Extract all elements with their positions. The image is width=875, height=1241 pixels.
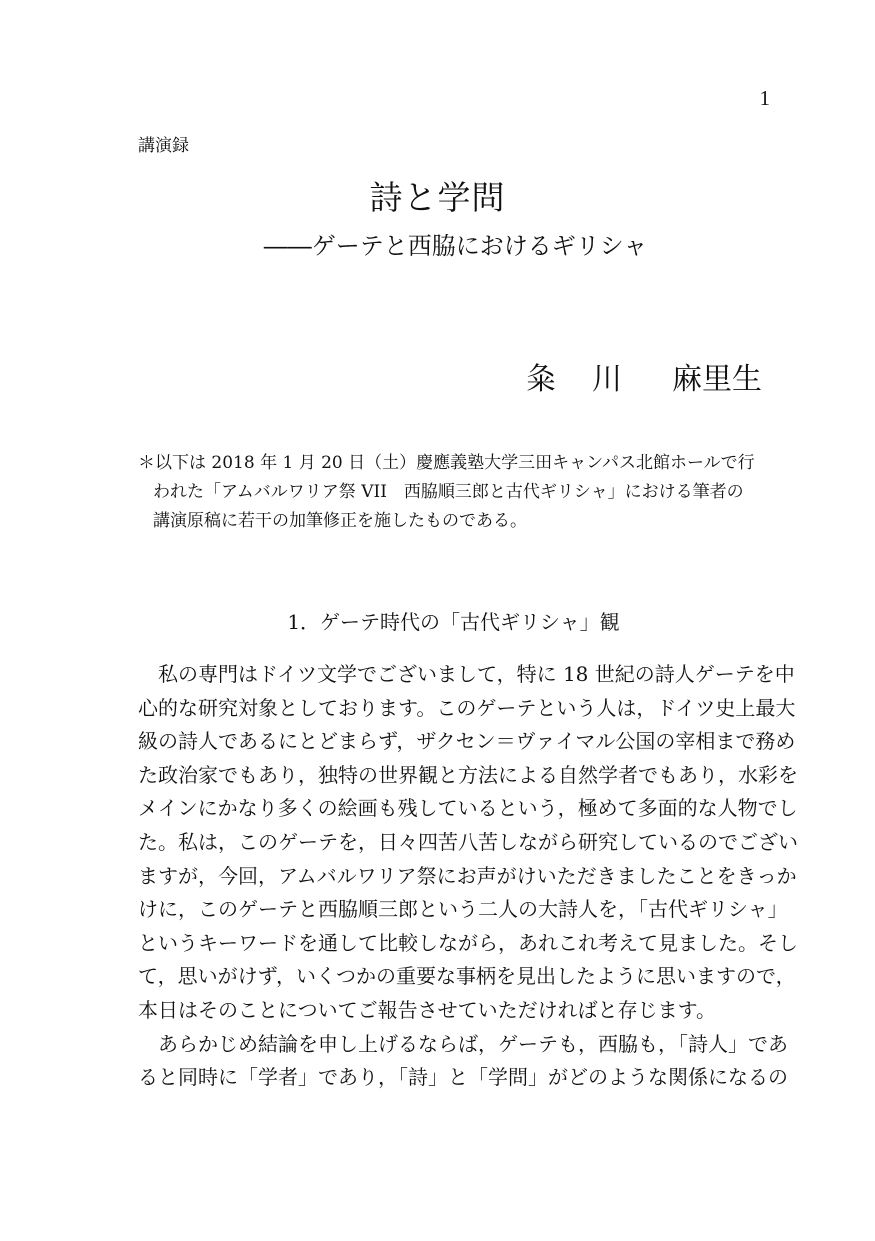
section-heading: 1．ゲーテ時代の「古代ギリシャ」観 (287, 610, 620, 634)
body-line: ると同時に「学者」であり，「詩」と「学問」がどのような関係になるの (138, 1065, 788, 1090)
body-line: て，思いがけず，いくつかの重要な事柄を見出したように思いますので， (138, 964, 796, 989)
body-line: メインにかなり多くの絵画も残しているという，極めて多面的な人物でし (138, 796, 798, 821)
body-line: ますが，今回，アムバルワリア祭にお声がけいただきましたことをきっか (138, 863, 797, 888)
page-subtitle: ――ゲーテと西脇におけるギリシャ (263, 232, 648, 260)
category-label: 講演録 (138, 136, 189, 156)
body-line: た。私は，このゲーテを，日々四苦八苦しながら研究しているのでござい (138, 829, 798, 854)
body-line: 心的な研究対象としております。このゲーテという人は，ドイツ史上最大 (138, 695, 796, 720)
author-name-part: 川 (592, 362, 622, 397)
footnote-line: 講演原稿に若干の加筆修正を施したものである。 (153, 511, 527, 531)
body-line: 本日はそのことについてご報告させていただければと存じます。 (138, 997, 716, 1022)
author-name-part: 粂 (526, 362, 556, 397)
page-number: 1 (759, 86, 770, 110)
footnote-line: ＊以下は 2018 年 1 月 20 日（土）慶應義塾大学三田キャンパス北館ホールで行 (138, 453, 755, 473)
body-paragraphs (138, 658, 798, 1095)
body-line: あらかじめ結論を申し上げるならば，ゲーテも，西脇も，「詩人」であ (138, 1031, 788, 1056)
body-line: というキーワードを通して比較しながら，あれこれ考えて見ました。そし (138, 930, 798, 955)
body-line: けに，このゲーテと西脇順三郎という二人の大詩人を，「古代ギリシャ」 (138, 897, 788, 922)
footnote-line: われた「アムバルワリア祭 VII 西脇順三郎と古代ギリシャ」における筆者の (153, 482, 744, 502)
footnote (138, 449, 778, 536)
body-line: た政治家でもあり，独特の世界観と方法による自然学者でもあり，水彩を (138, 762, 798, 787)
page-title: 詩と学問 (369, 178, 506, 217)
author-name (526, 354, 762, 398)
body-line: 私の専門はドイツ文学でございまして，特に 18 世紀の詩人ゲーテを中 (138, 662, 795, 686)
body-line: 級の詩人であるにとどまらず，ザクセン＝ヴァイマル公国の宰相まで務め (138, 729, 796, 754)
author-name-part: 麻里生 (672, 362, 762, 397)
